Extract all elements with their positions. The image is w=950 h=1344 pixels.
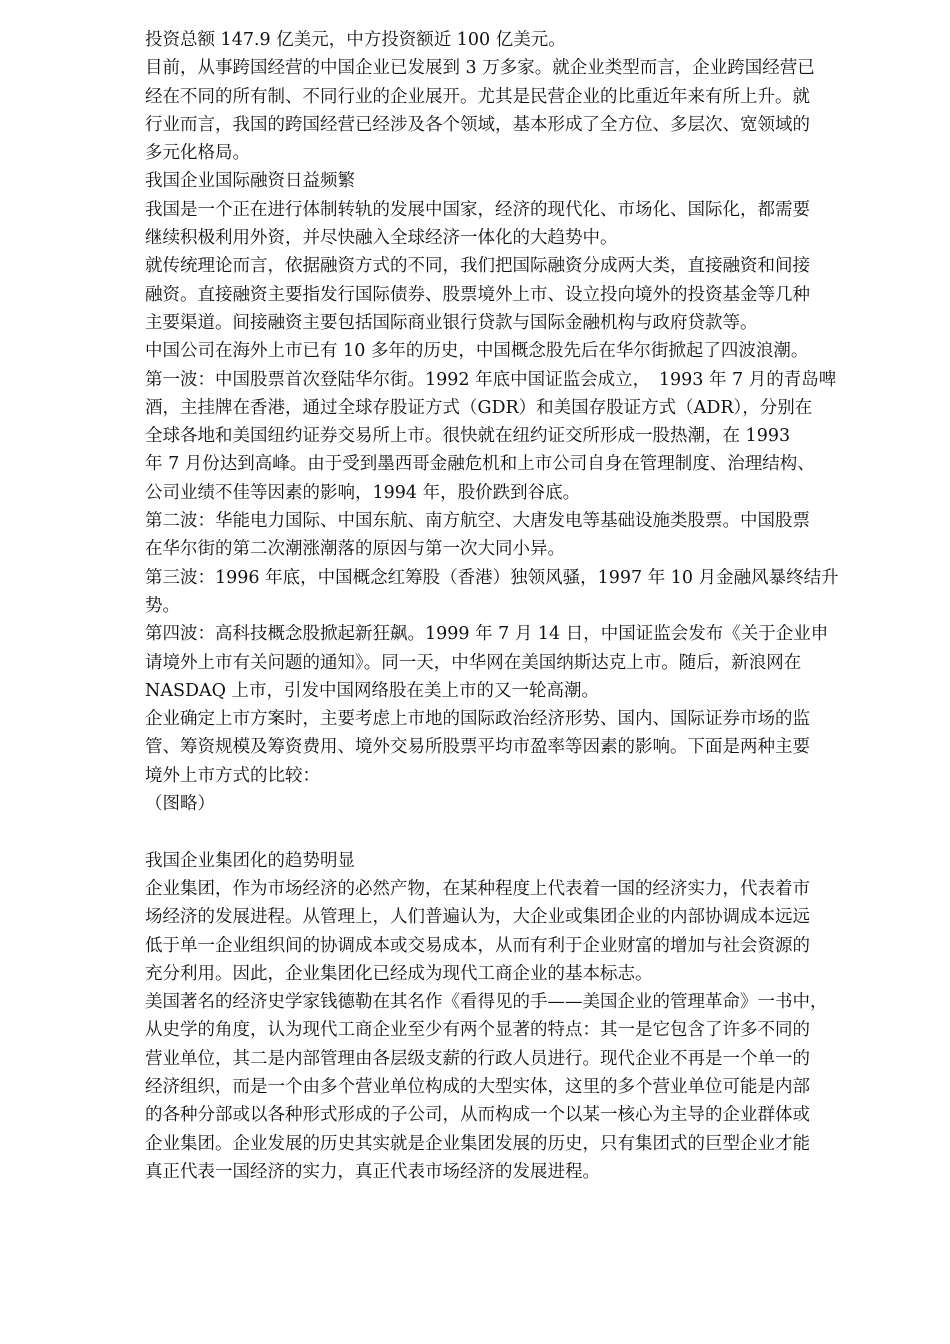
text-line: 的各种分部或以各种形式形成的子公司，从而构成一个以某一核心为主导的企业群体或 xyxy=(145,1105,810,1126)
text-line: 第一波：中国股票首次登陆华尔街。1992 年底中国证监会成立， 1993 年 7 月的青岛啤 xyxy=(145,369,837,390)
text-line: NASDAQ 上市，引发中国网络股在美上市的又一轮高潮。 xyxy=(145,680,600,701)
text-line: 主要渠道。间接融资主要包括国际商业银行贷款与国际金融机构与政府贷款等。 xyxy=(145,312,758,333)
text-line: 第二波：华能电力国际、中国东航、南方航空、大唐发电等基础设施类股票。中国股票 xyxy=(145,511,810,532)
text-line: 真正代表一国经济的实力，真正代表市场经济的发展进程。 xyxy=(145,1161,600,1182)
text-line: 融资。直接融资主要指发行国际债券、股票境外上市、设立投向境外的投资基金等几种 xyxy=(145,284,810,305)
section-heading: 我国企业集团化的趋势明显 xyxy=(145,850,355,871)
text-line: 目前，从事跨国经营的中国企业已发展到 3 万多家。就企业类型而言，企业跨国经营已 xyxy=(145,58,815,79)
text-line: 行业而言，我国的跨国经营已经涉及各个领域，基本形成了全方位、多层次、宽领域的 xyxy=(145,114,810,135)
text-line: 美国著名的经济史学家钱德勒在其名作《看得见的手——美国企业的管理革命》一书中， xyxy=(145,992,828,1013)
text-line: 公司业绩不佳等因素的影响，1994 年，股价跌到谷底。 xyxy=(145,482,581,503)
text-line: 第三波：1996 年底，中国概念红筹股（香港）独领风骚，1997 年 10 月金融风暴终结升 xyxy=(145,567,839,588)
text-line: 企业确定上市方案时，主要考虑上市地的国际政治经济形势、国内、国际证券市场的监 xyxy=(145,709,810,730)
blank-line xyxy=(145,818,887,846)
text-line: 第四波：高科技概念股掀起新狂飙。1999 年 7 月 14 日，中国证监会发布《关于企业申 xyxy=(145,624,829,645)
text-line: 企业集团。企业发展的历史其实就是企业集团发展的历史，只有集团式的巨型企业才能 xyxy=(145,1133,810,1154)
document-page xyxy=(145,26,887,1186)
text-line: 酒，主挂牌在香港，通过全球存股证方式（GDR）和美国存股证方式（ADR），分别在 xyxy=(145,397,813,418)
text-line: 企业集团，作为市场经济的必然产物，在某种程度上代表着一国的经济实力，代表着市 xyxy=(145,878,810,899)
text-line: 场经济的发展进程。从管理上，人们普遍认为，大企业或集团企业的内部协调成本远远 xyxy=(145,907,810,928)
text-line: 管、筹资规模及筹资费用、境外交易所股票平均市盈率等因素的影响。下面是两种主要 xyxy=(145,737,810,758)
text-line: 就传统理论而言，依据融资方式的不同，我们把国际融资分成两大类，直接融资和间接 xyxy=(145,256,810,277)
text-line: 请境外上市有关问题的通知》。同一天，中华网在美国纳斯达克上市。随后，新浪网在 xyxy=(145,652,802,673)
text-line: 营业单位，其二是内部管理由各层级支薪的行政人员进行。现代企业不再是一个单一的 xyxy=(145,1048,810,1069)
text-line: 经在不同的所有制、不同行业的企业展开。尤其是民营企业的比重近年来有所上升。就 xyxy=(145,86,810,107)
text-line: 多元化格局。 xyxy=(145,143,250,164)
text-line: 从史学的角度，认为现代工商企业至少有两个显著的特点：其一是它包含了许多不同的 xyxy=(145,1020,810,1041)
text-line: 在华尔街的第二次潮涨潮落的原因与第一次大同小异。 xyxy=(145,539,565,560)
figure-placeholder: （图略） xyxy=(145,794,215,815)
text-line: 中国公司在海外上市已有 10 多年的历史，中国概念股先后在华尔街掀起了四波浪潮。 xyxy=(145,341,809,362)
text-line: 年 7 月份达到高峰。由于受到墨西哥金融危机和上市公司自身在管理制度、治理结构、 xyxy=(145,454,815,475)
section-heading: 我国企业国际融资日益频繁 xyxy=(145,171,355,192)
text-line: 投资总额 147.9 亿美元，中方投资额近 100 亿美元。 xyxy=(145,30,566,50)
text-line: 充分利用。因此，企业集团化已经成为现代工商企业的基本标志。 xyxy=(145,963,653,984)
text-line: 势。 xyxy=(145,595,180,616)
text-line: 境外上市方式的比较： xyxy=(145,765,320,786)
text-line: 继续积极利用外资，并尽快融入全球经济一体化的大趋势中。 xyxy=(145,228,618,249)
text-line: 我国是一个正在进行体制转轨的发展中国家，经济的现代化、市场化、国际化，都需要 xyxy=(145,199,810,220)
text-line: 全球各地和美国纽约证券交易所上市。很快就在纽约证交所形成一股热潮，在 1993 xyxy=(145,426,791,447)
text-line: 经济组织，而是一个由多个营业单位构成的大型实体，这里的多个营业单位可能是内部 xyxy=(145,1076,810,1097)
text-line: 低于单一企业组织间的协调成本或交易成本，从而有利于企业财富的增加与社会资源的 xyxy=(145,935,810,956)
